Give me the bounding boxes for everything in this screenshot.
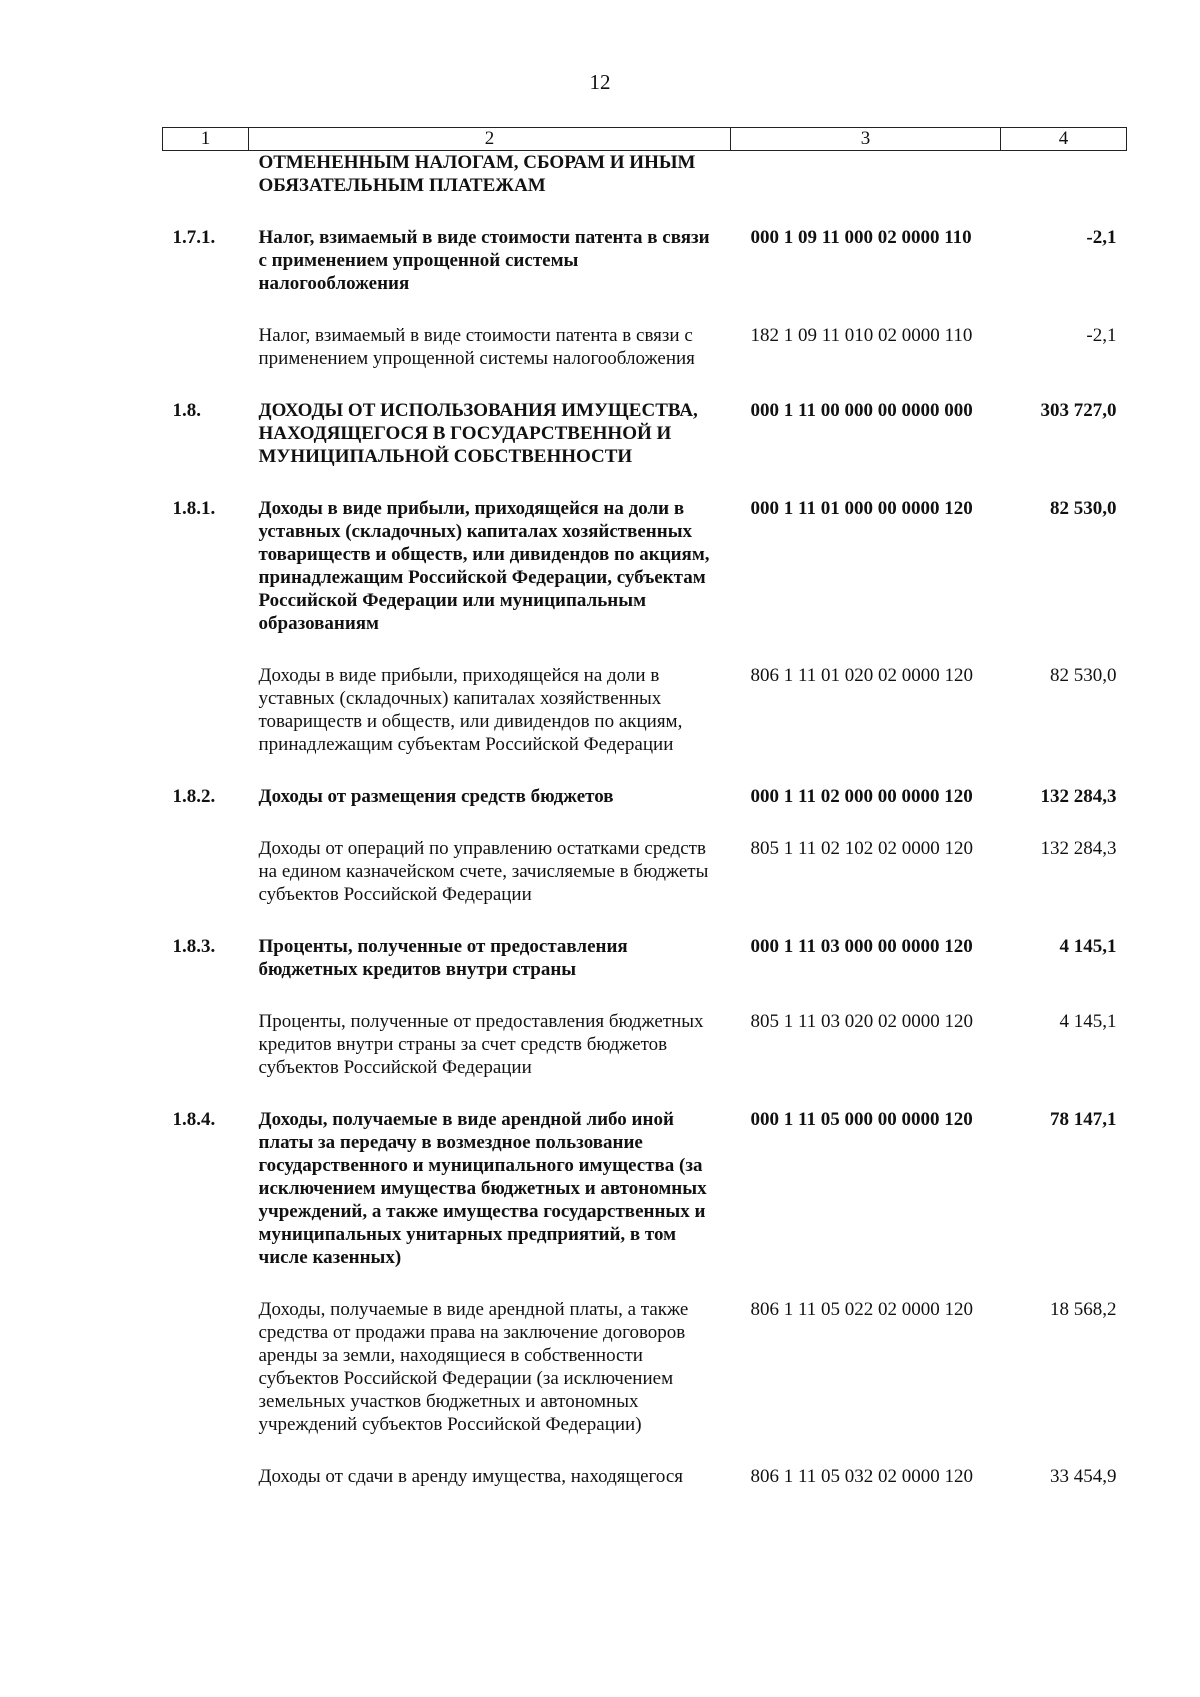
row-number: [163, 1010, 249, 1108]
header-row: [163, 128, 1127, 151]
table-row: [163, 785, 1127, 837]
row-amount: 132 284,3: [1040, 786, 1117, 807]
row-number: 1.7.1.: [172, 227, 216, 248]
table-header: [163, 128, 1127, 151]
table-row: [163, 1010, 1127, 1108]
table-row: [163, 497, 1127, 664]
row-number: [163, 664, 249, 785]
table-row: [163, 1298, 1127, 1465]
row-name: Доходы от операций по управлению остатками средств на едином казначейском счете, зачисляемые в бюджеты субъектов Российской Федерации: [258, 838, 709, 905]
row-name: Доходы, получаемые в виде арендной платы, а также средства от продажи права на заключение договоров аренды за земли, находящиеся в собственности субъектов Российской Федерации (за исключением земельных участков бюджетных и автономных учреждений субъектов Российской Федерации): [258, 1299, 689, 1435]
row-code: 805 1 11 03 020 02 0000 120: [750, 1011, 974, 1032]
row-code: 000 1 09 11 000 02 0000 110: [750, 227, 972, 248]
row-code: 000 1 11 00 000 00 0000 000: [750, 400, 973, 421]
row-amount: 4 145,1: [1059, 936, 1117, 957]
row-amount: -2,1: [1086, 325, 1117, 346]
row-name: Проценты, полученные от предоставления бюджетных кредитов внутри страны: [258, 936, 628, 980]
header-col-4: 4: [1001, 128, 1127, 151]
row-code: 806 1 11 05 032 02 0000 120: [750, 1466, 974, 1487]
row-number: 1.8.: [172, 400, 201, 421]
row-number: 1.8.2.: [172, 786, 216, 807]
row-amount: [1001, 151, 1127, 227]
table-row: [163, 399, 1127, 497]
table-row: [163, 664, 1127, 785]
row-amount: -2,1: [1086, 227, 1117, 248]
row-code: 000 1 11 02 000 00 0000 120: [750, 786, 973, 807]
page-number: 12: [589, 70, 611, 94]
row-name: ОТМЕНЕННЫМ НАЛОГАМ, СБОРАМ И ИНЫМ ОБЯЗАТЕЛЬНЫМ ПЛАТЕЖАМ: [258, 152, 696, 196]
row-name: Доходы в виде прибыли, приходящейся на доли в уставных (складочных) капиталах хозяйственных товариществ и обществ, или дивидендов по акциям, принадлежащим субъектам Российской Федерации: [258, 665, 683, 755]
row-amount: 18 568,2: [1050, 1299, 1117, 1320]
table-row: [163, 935, 1127, 1010]
row-amount: 4 145,1: [1059, 1011, 1117, 1032]
row-code: 182 1 09 11 010 02 0000 110: [750, 325, 973, 346]
row-number: [163, 837, 249, 935]
row-amount: 82 530,0: [1050, 498, 1117, 519]
row-name: Доходы в виде прибыли, приходящейся на доли в уставных (складочных) капиталах хозяйственных товариществ и обществ, или дивидендов по акциям, принадлежащим Российской Федерации, субъектам Российской Федерации или муниципальным образованиям: [258, 498, 710, 634]
row-name: Доходы от сдачи в аренду имущества, находящегося: [258, 1466, 684, 1487]
table-row: [163, 1108, 1127, 1298]
table-row: [163, 226, 1127, 324]
row-amount: 33 454,9: [1050, 1466, 1117, 1487]
row-name: Доходы от размещения средств бюджетов: [258, 786, 614, 807]
revenue-table: [162, 127, 1127, 1488]
row-code: 805 1 11 02 102 02 0000 120: [750, 838, 974, 859]
header-col-2: 2: [249, 128, 731, 151]
row-code: 000 1 11 05 000 00 0000 120: [750, 1109, 973, 1130]
row-amount: 78 147,1: [1050, 1109, 1117, 1130]
table-row: [163, 151, 1127, 227]
row-name: ДОХОДЫ ОТ ИСПОЛЬЗОВАНИЯ ИМУЩЕСТВА, НАХОДЯЩЕГОСЯ В ГОСУДАРСТВЕННОЙ И МУНИЦИПАЛЬНОЙ СОБСТВЕННОСТИ: [258, 400, 698, 467]
table-row: [163, 1465, 1127, 1488]
row-number: 1.8.3.: [172, 936, 216, 957]
row-amount: 132 284,3: [1040, 838, 1117, 859]
row-number: [163, 324, 249, 399]
row-code: 806 1 11 01 020 02 0000 120: [750, 665, 974, 686]
row-name: Налог, взимаемый в виде стоимости патента в связи с применением упрощенной системы налогообложения: [258, 227, 710, 294]
table-body: [163, 151, 1127, 1489]
row-number: 1.8.4.: [172, 1109, 216, 1130]
table-row: [163, 324, 1127, 399]
row-name: Доходы, получаемые в виде арендной либо иной платы за передачу в возмездное пользование государственного и муниципального имущества (за исключением имущества бюджетных и автономных учреждений, а также имущества государственных и муниципальных унитарных предприятий, в том числе казенных): [258, 1109, 707, 1268]
row-code: 806 1 11 05 022 02 0000 120: [750, 1299, 974, 1320]
row-amount: 82 530,0: [1050, 665, 1117, 686]
row-number: [163, 1465, 249, 1488]
header-col-1: 1: [163, 128, 249, 151]
row-code: [731, 151, 1001, 227]
row-number: [163, 151, 249, 227]
table-row: [163, 837, 1127, 935]
row-code: 000 1 11 03 000 00 0000 120: [750, 936, 973, 957]
header-col-3: 3: [731, 128, 1001, 151]
row-name: Проценты, полученные от предоставления бюджетных кредитов внутри страны за счет средств бюджетов субъектов Российской Федерации: [258, 1011, 704, 1078]
row-code: 000 1 11 01 000 00 0000 120: [750, 498, 973, 519]
row-number: 1.8.1.: [172, 498, 216, 519]
row-number: [163, 1298, 249, 1465]
row-amount: 303 727,0: [1040, 400, 1117, 421]
row-name: Налог, взимаемый в виде стоимости патента в связи с применением упрощенной системы налогообложения: [258, 325, 695, 369]
